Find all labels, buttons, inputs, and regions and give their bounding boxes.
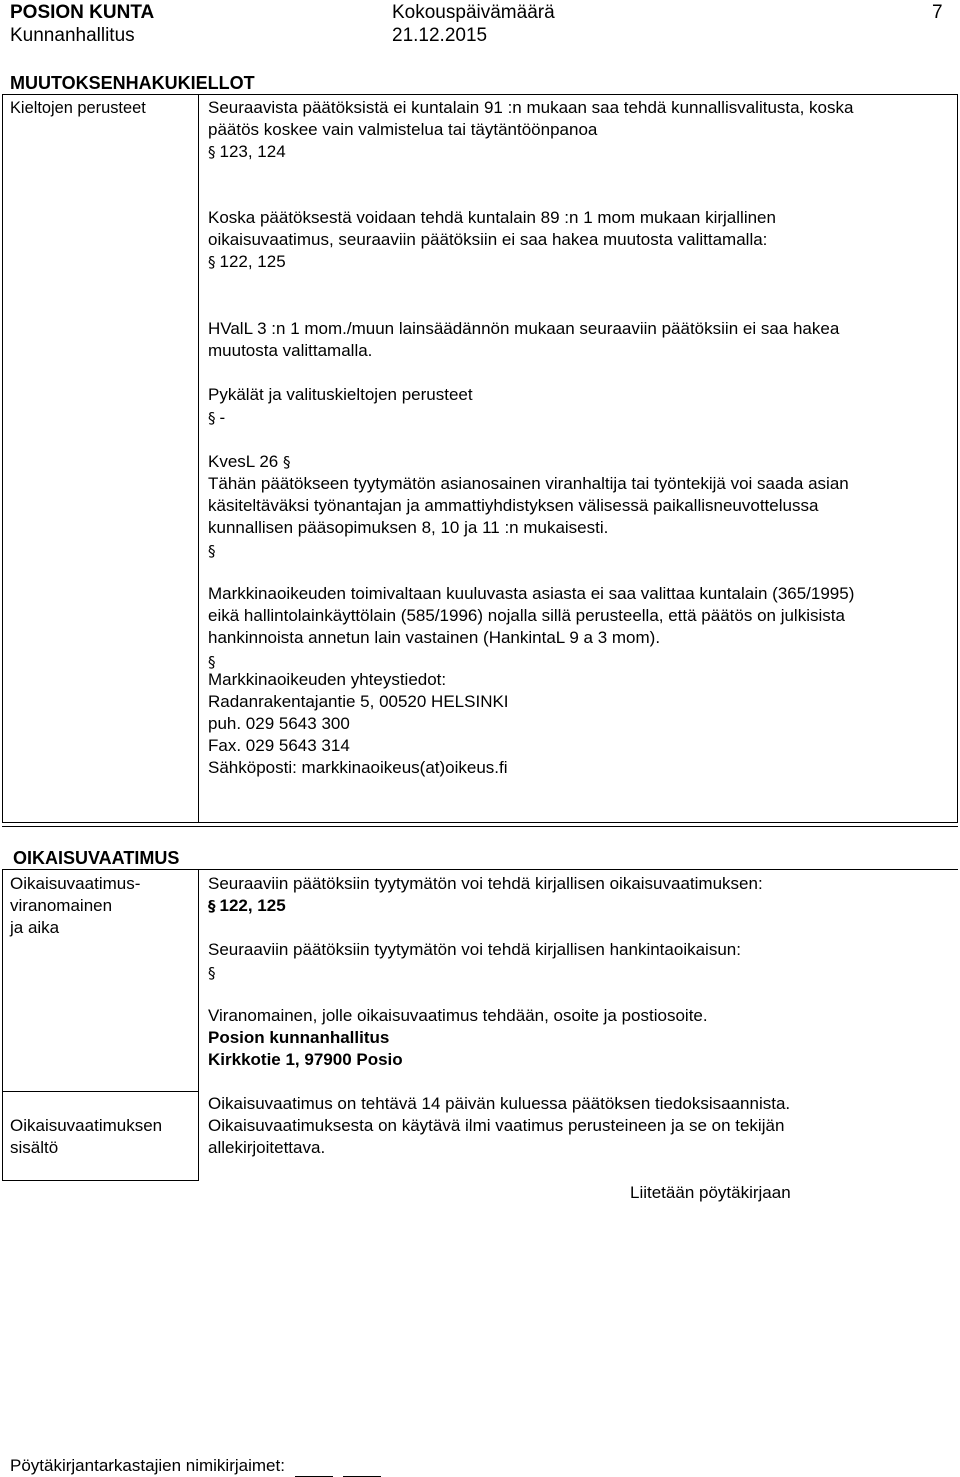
paragraph-symbol: § <box>208 964 216 982</box>
oikaisu-line: Seuraaviin päätöksiin tyytymätön voi tehdä kirjallisen oikaisuvaatimuksen: <box>208 874 763 893</box>
contact-heading: Markkinaoikeuden yhteystiedot: <box>208 670 447 689</box>
authority-address: Kirkkotie 1, 97900 Posio <box>208 1050 403 1069</box>
kieltojen-perusteet-label: Kieltojen perusteet <box>10 99 146 117</box>
hankintaoikaisu-line: Seuraaviin päätöksiin tyytymätön voi tehdä kirjallisen hankintaoikaisun: <box>208 940 741 959</box>
authority-name: Posion kunnanhallitus <box>208 1028 390 1047</box>
p1-sections-value: 123, 124 <box>219 142 286 161</box>
oikaisu-sections-value: 122, 125 <box>219 896 286 915</box>
paragraph-symbol: § <box>208 897 216 915</box>
p1-sections <box>208 141 286 163</box>
p1-line2: päätös koskee vain valmistelua tai täytäntöönpanoa <box>208 120 598 139</box>
footer-label: Pöytäkirjantarkastajien nimikirjaimet: <box>10 1456 285 1475</box>
org-name: POSION KUNTA <box>10 2 155 23</box>
column-divider <box>198 869 199 1180</box>
board-name: Kunnanhallitus <box>10 25 135 46</box>
section-title-underline <box>2 869 958 870</box>
p6-line1: Markkinaoikeuden toimivaltaan kuuluvasta asiasta ei saa valittaa kuntalain (365/1995) <box>208 584 855 603</box>
p2-line1: Koska päätöksestä voidaan tehdä kuntalain 89 :n 1 mom mukaan kirjallinen <box>208 208 776 227</box>
authority-line: Viranomainen, jolle oikaisuvaatimus tehdään, osoite ja postiosoite. <box>208 1006 708 1025</box>
p6-line3: hankinnoista annetun lain vastainen (HankintaL 9 a 3 mom). <box>208 628 661 647</box>
signature-field-1 <box>295 1462 333 1477</box>
label2-line2: sisältö <box>10 1138 59 1157</box>
p5-section-mark <box>208 540 220 562</box>
meeting-date-label: Kokouspäivämäärä <box>392 2 555 23</box>
paragraph-symbol: § <box>208 409 216 427</box>
paragraph-symbol: § <box>208 143 216 161</box>
contact-email: Sähköposti: markkinaoikeus(at)oikeus.fi <box>208 758 508 777</box>
p5-line2: käsiteltäväksi työnantajan ja ammattiyhdistyksen välisessä paikallisneuvottelussa <box>208 496 819 515</box>
p6-line2: eikä hallintolainkäyttölain (585/1996) nojalla sillä perusteella, että päätös on julkisista <box>208 606 845 625</box>
label1-line1: Oikaisuvaatimus- <box>10 874 141 893</box>
p5-line3: kunnallisen pääsopimuksen 8, 10 ja 11 :n mukaisesti. <box>208 518 609 537</box>
content-line1: Oikaisuvaatimuksesta on käytävä ilmi vaatimus perusteineen ja se on tekijän <box>208 1116 785 1135</box>
p5-line1: Tähän päätökseen tyytymätön asianosainen viranhaltija tai työntekijä voi saada asian <box>208 474 849 493</box>
p3-line2: muutosta valittamalla. <box>208 341 373 360</box>
label-row-divider <box>2 1091 199 1092</box>
contact-fax: Fax. 029 5643 314 <box>208 736 350 755</box>
label1-line2: viranomainen <box>10 896 113 915</box>
p2-sections-value: 122, 125 <box>219 252 286 271</box>
meeting-date: 21.12.2015 <box>392 25 488 46</box>
paragraph-symbol: § <box>208 253 216 271</box>
section-title-muutoksenhakukiellot: MUUTOKSENHAKUKIELLOT <box>10 73 255 93</box>
p5-ref <box>208 451 294 473</box>
p4-value-text: - <box>219 408 226 427</box>
section-title-oikaisuvaatimus: OIKAISUVAATIMUS <box>13 848 180 868</box>
content-line2: allekirjoitettava. <box>208 1138 326 1157</box>
p5-ref-text: KvesL 26 <box>208 452 279 471</box>
hankintaoikaisu-mark <box>208 962 220 984</box>
paragraph-symbol: § <box>282 453 291 471</box>
page-number: 7 <box>932 2 943 23</box>
label1-line3: ja aika <box>10 918 60 937</box>
footer-signature-row <box>10 1455 381 1477</box>
label2-line1: Oikaisuvaatimuksen <box>10 1116 163 1135</box>
attached-note: Liitetään pöytäkirjaan <box>630 1183 791 1202</box>
p4-heading: Pykälät ja valituskieltojen perusteet <box>208 385 473 404</box>
paragraph-symbol: § <box>208 653 216 671</box>
p2-line2: oikaisuvaatimus, seuraaviin päätöksiin ei saa hakea muutosta valittamalla: <box>208 230 768 249</box>
deadline-line: Oikaisuvaatimus on tehtävä 14 päivän kuluessa päätöksen tiedoksisaannista. <box>208 1094 791 1113</box>
paragraph-symbol: § <box>208 542 216 560</box>
p1-line1: Seuraavista päätöksistä ei kuntalain 91 :n mukaan saa tehdä kunnallisvalitusta, koska <box>208 98 854 117</box>
p3-line1: HValL 3 :n 1 mom./muun lainsäädännön mukaan seuraaviin päätöksiin ei saa hakea <box>208 319 840 338</box>
contact-address: Radanrakentajantie 5, 00520 HELSINKI <box>208 692 509 711</box>
table-divider <box>198 94 199 823</box>
p4-value <box>208 407 225 429</box>
muutoksenhakukiellot-table <box>2 94 958 823</box>
label-column-bottom <box>2 1180 199 1181</box>
left-border <box>2 869 3 1180</box>
signature-field-2 <box>343 1462 381 1477</box>
oikaisu-sections <box>208 895 286 917</box>
section-divider <box>2 826 958 827</box>
page-header <box>0 0 960 50</box>
contact-phone: puh. 029 5643 300 <box>208 714 350 733</box>
p2-sections <box>208 251 286 273</box>
